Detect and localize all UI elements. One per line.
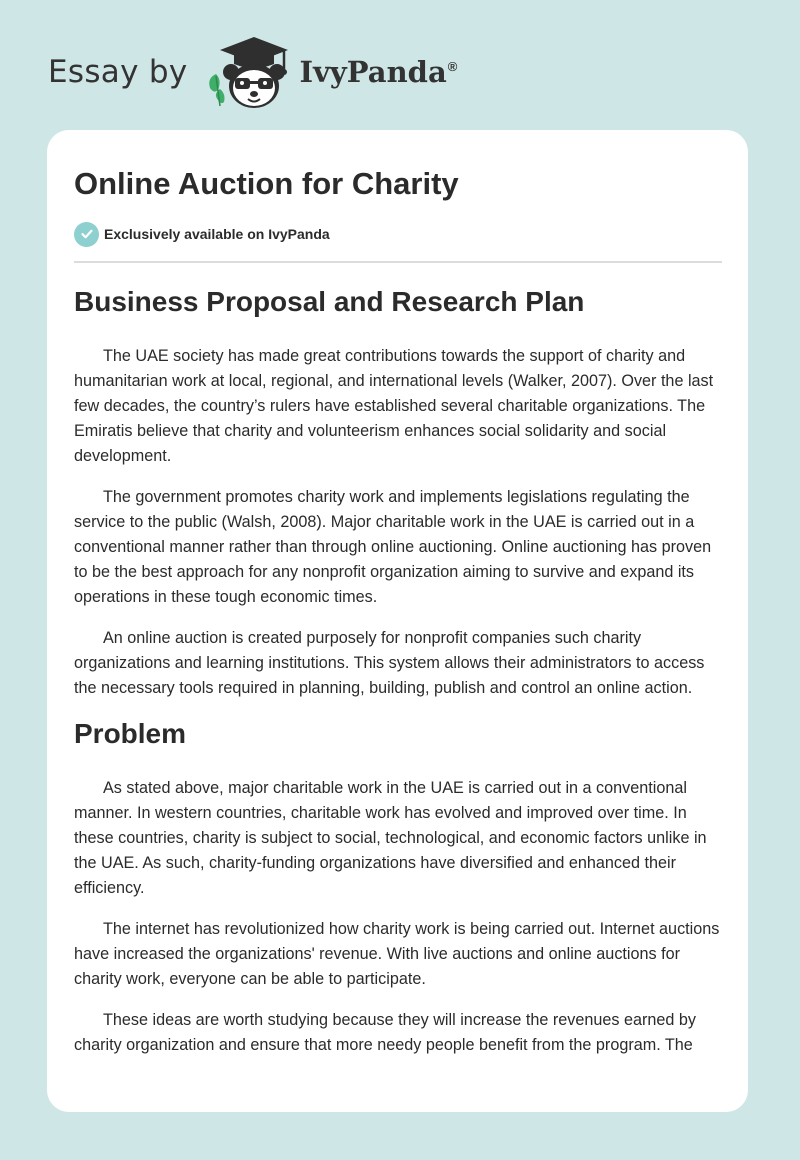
essay-by-label: Essay by <box>48 54 188 90</box>
site-header <box>48 34 457 110</box>
brand-name-text: IvyPanda <box>299 55 447 89</box>
exclusive-badge <box>74 221 722 247</box>
paragraph: The internet has revolutionized how charity work is being carried out. Internet auctions have increased the organizations' revenue. With live auctions and online auctions for charity work, everyone can be able to participate. <box>74 920 720 988</box>
page-title: Online Auction for Charity <box>74 166 459 201</box>
check-icon <box>74 222 99 247</box>
paragraph: The government promotes charity work and implements legislations regulating the service to the public (Walsh, 2008). Major charitable work in the UAE is carried out in a conventional manner rather than through online auctioning. Online auctioning has proven to be the best approach for any nonprofit organization aiming to survive and expand its operations in these tough economic times. <box>74 488 712 606</box>
divider <box>74 261 722 263</box>
paragraph: These ideas are worth studying because they will increase the revenues earned by charity organization and ensure that more needy people benefit from the program. The <box>74 1011 696 1054</box>
ivypanda-brand[interactable] <box>300 55 458 89</box>
panda-logo-icon[interactable] <box>204 34 296 110</box>
section-heading-problem: Problem <box>74 718 187 749</box>
article-card <box>47 130 748 1112</box>
paragraph: An online auction is created purposely for nonprofit companies such charity organizations and learning institutions. This system allows their administrators to access the necessary tools required in planning, building, publish and control an online action. <box>74 629 705 697</box>
paragraph: As stated above, major charitable work in the UAE is carried out in a conventional manner. In western countries, charitable work has evolved and improved over time. In these countries, charity is subject to social, technological, and economic factors unlike in the UAE. As such, charity-funding organizations have diversified and enhanced their efficiency. <box>74 779 707 897</box>
section-heading-business-proposal: Business Proposal and Research Plan <box>74 286 585 317</box>
registered-mark: ® <box>447 59 458 75</box>
exclusive-label: Exclusively available on IvyPanda <box>104 226 330 242</box>
paragraph: The UAE society has made great contributions towards the support of charity and humanitarian work at local, regional, and international levels (Walker, 2007). Over the last few decades, the country’s rulers have established several charitable organizations. The Emiratis believe that charity and volunteerism enhances social solidarity and social development. <box>74 347 714 465</box>
